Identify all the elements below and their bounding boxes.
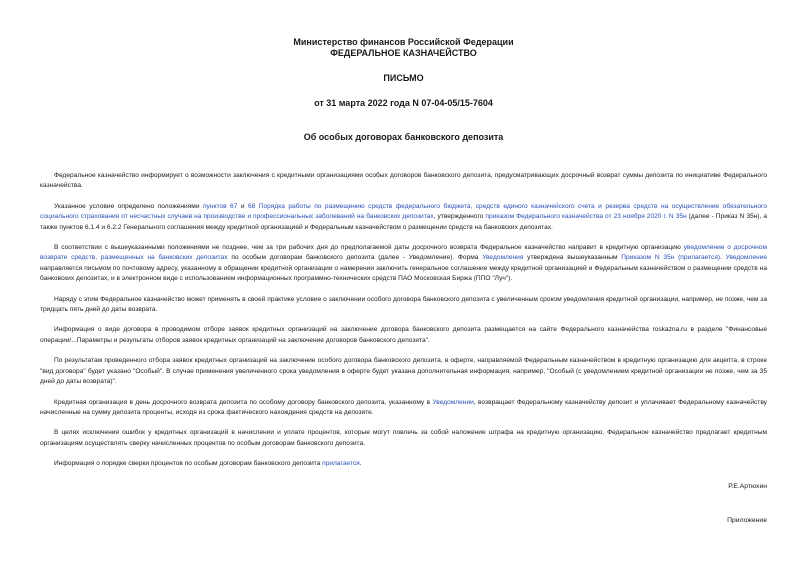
document-subject: Об особых договорах банковского депозита	[303, 132, 504, 142]
paragraph-text: по особым договорам банковского депозита (далее - Уведомление). Форма	[227, 254, 483, 262]
document-date-number: от 31 марта 2022 года N 07-04-05/15-7604	[314, 98, 493, 108]
document-type: ПИСЬМО	[383, 73, 424, 83]
link-attached[interactable]: (прилагается)	[678, 254, 721, 262]
letter-body	[40, 171, 767, 470]
paragraph-8: В целях исключения ошибок у кредитных организаций в начислении и уплате процентов, которые могут повлечь за собой наложение штрафа на кредитную организацию, Федеральное казначейство предлагает кредитным организациям осуществлять сверку начисленных процентов по особым договорам банковского депозита.	[40, 429, 767, 447]
link-point-67[interactable]: пунктов 67	[202, 202, 238, 210]
appendix-label: Приложение	[727, 517, 767, 524]
link-notification-3[interactable]: Уведомлении	[432, 398, 474, 406]
link-notification-form[interactable]: уведомление о досрочном возврате средств, размещенных на банковских депозитах	[40, 244, 767, 262]
paragraph-text: , возвращает Федеральному казначейству депозит и уплачивает Федеральному казначейству начисленные на сумму депозита проценты, исходя из срока фактического нахождения средств на депозите.	[40, 398, 767, 416]
paragraph-5: Информация о виде договора в проводимом отборе заявок кредитных организаций на заключение договора банковского депозита размещается на сайте Федерального казначейства roskazna.ru в разделе "Финансовые операции/...Параметры и результаты отборов заявок кредитных организаций на заключение договоров банковского депозита".	[40, 326, 767, 344]
link-point-68-order[interactable]: 68 Порядка работы по размещению средств федерального бюджета, средств единого казначейского счета и резерва средств на осуществление обязательного социального страхования от несчастных случаев на производстве и профессиональных заболеваний на банковских депозитах	[40, 202, 767, 221]
paragraph-text: направляется письмом по почтовому адресу, указанному в обращении кредитной организации о намерении заключить генеральное соглашение между кредитной организацией и Федеральным казначейством о размещении средств на банковских депозитах, и в электронном виде с использованием информационных программно-технических средств ПАО Московская Биржа (ППО "Луч").	[40, 264, 767, 283]
paragraph-6: По результатам проведенного отбора заявок кредитных организаций на заключение особого договора банковского депозита, в оферте, направляемой Федеральным казначейством в кредитную организацию для акцепта, в строке "вид договора" будет указано "Особый". В случае применения увеличенного срока уведомления в оферте будет указана дополнительная информация, например, "Особый (с уведомлением кредитной организации не позже, чем за 35 дней до даты возврата)".	[40, 357, 767, 386]
paragraph-text: Указанное условие определено положениями	[54, 202, 203, 210]
paragraph-text: Информация о порядке сверки процентов по особым договорам банковского депозита	[54, 460, 323, 468]
link-notification-2[interactable]: Уведомление	[725, 254, 767, 262]
ministry-name: Министерство финансов Российской Федерации	[293, 37, 514, 47]
link-attached-2[interactable]: прилагается	[322, 460, 360, 468]
link-order-35n[interactable]: приказом Федерального казначейства от 23 ноября 2020 г. N 35н	[485, 213, 687, 221]
paragraph-text: утверждена вышеуказанным	[523, 254, 622, 262]
treasury-name: ФЕДЕРАЛЬНОЕ КАЗНАЧЕЙСТВО	[330, 48, 477, 58]
paragraph-text: (далее - Приказ N 35н), а также пунктов 6.1.4 и 6.2.2 Генерального соглашения между кредитной организацией и Федеральным казначейством о размещении средств на банковских депозитах.	[40, 213, 768, 231]
paragraph-4: Наряду с этим Федеральное казначейство может применять в своей практике условие о заключении особого договора банковского депозита с увеличенным сроком уведомления кредитной организации, например, не позже, чем за тридцать пять дней до даты возврата.	[40, 295, 767, 314]
link-notification[interactable]: Уведомления	[482, 254, 524, 262]
paragraph-text: В соответствии с вышеуказанными положениями не позднее, чем за три рабочих дня до предполагаемой даты досрочного возврата Федеральное казначейство направит в кредитную организацию	[54, 244, 684, 252]
paragraph-text: .	[359, 460, 362, 468]
paragraph-1: Федеральное казначейство информирует о возможности заключения с кредитными организациями особых договоров банковского депозита, предусматривающих досрочный возврат суммы депозита по инициативе Федерального казначейства.	[40, 172, 767, 190]
paragraph-text: , утвержденного	[433, 213, 486, 221]
paragraph-text: .	[720, 254, 726, 262]
link-order-35n-2[interactable]: Приказом N 35н	[621, 254, 675, 262]
paragraph-9	[40, 459, 767, 469]
paragraph-2	[40, 202, 767, 233]
paragraph-text: и	[237, 202, 248, 210]
paragraph-7	[40, 398, 767, 419]
paragraph-3	[40, 243, 767, 285]
signature: Р.Е.Артюхин	[728, 483, 767, 490]
paragraph-text: Кредитная организация в день досрочного возврата депозита по особому договору банковского депозита, указанному в	[54, 398, 433, 406]
